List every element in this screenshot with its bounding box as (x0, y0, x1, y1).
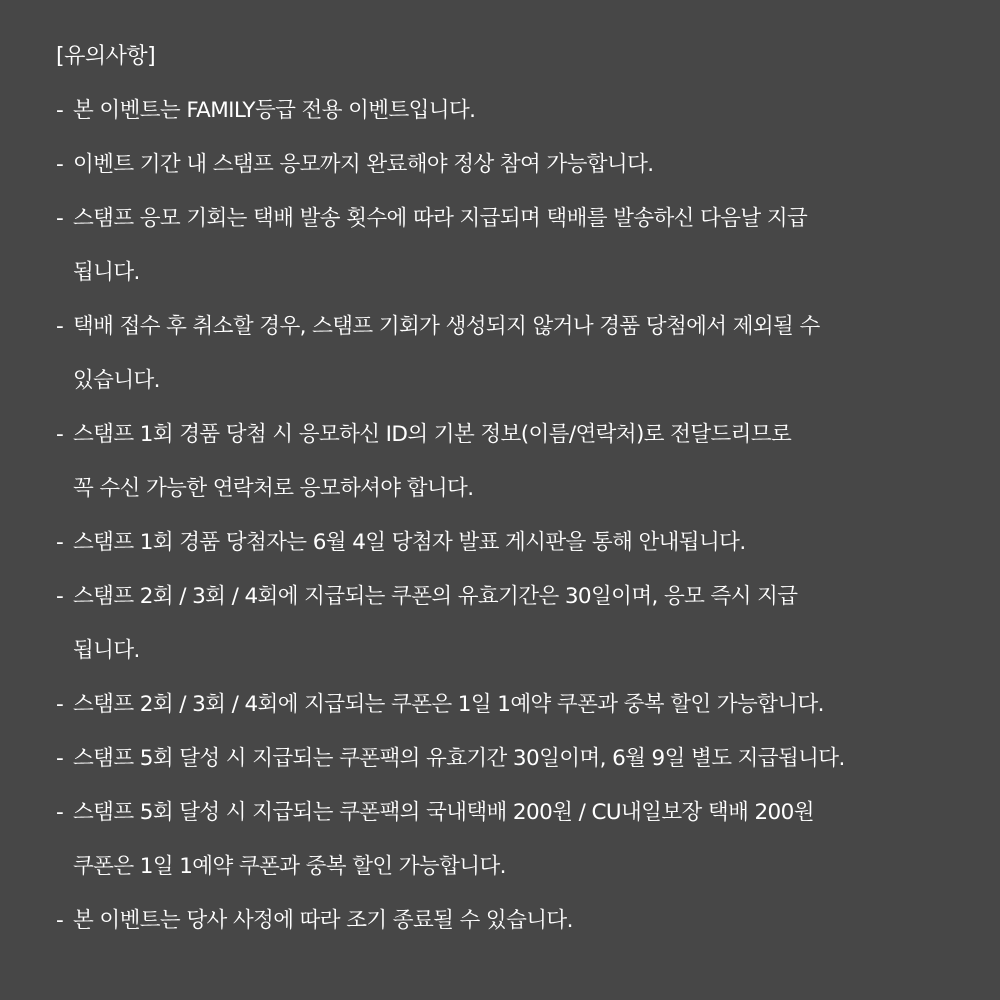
notice-line: 있습니다. (73, 368, 160, 393)
bullet-dash: - (56, 422, 64, 447)
notice-item (56, 192, 960, 300)
bullet-dash: - (56, 746, 64, 771)
notice-item (56, 678, 960, 732)
notice-item (56, 300, 960, 408)
bullet-dash: - (56, 692, 64, 717)
notice-line: 됩니다. (73, 638, 140, 663)
notice-item (56, 786, 960, 894)
notice-line: 쿠폰은 1일 1예약 쿠폰과 중복 할인 가능합니다. (73, 854, 506, 879)
bullet-dash: - (56, 908, 64, 933)
notice-item (56, 732, 960, 786)
notice-line: 본 이벤트는 당사 사정에 따라 조기 종료될 수 있습니다. (73, 908, 573, 933)
notice-line: 됩니다. (73, 260, 140, 285)
bullet-dash: - (56, 206, 64, 231)
notice-line: 스탬프 5회 달성 시 지급되는 쿠폰팩의 유효기간 30일이며, 6월 9일 별도 지급됩니다. (73, 746, 845, 771)
bullet-dash: - (56, 530, 64, 555)
bullet-dash: - (56, 584, 64, 609)
notice-item (56, 138, 960, 192)
notice-line: 스탬프 1회 경품 당첨자는 6월 4일 당첨자 발표 게시판을 통해 안내됩니다. (73, 530, 746, 555)
notice-item (56, 516, 960, 570)
notice-line: 스탬프 2회 / 3회 / 4회에 지급되는 쿠폰의 유효기간은 30일이며, 응모 즉시 지급 (73, 584, 798, 609)
notice-item (56, 570, 960, 678)
notice-item (56, 408, 960, 516)
notice-list (56, 84, 960, 948)
notice-line: 택배 접수 후 취소할 경우, 스탬프 기회가 생성되지 않거나 경품 당첨에서 제외될 수 (73, 314, 820, 339)
bullet-dash: - (56, 800, 64, 825)
bullet-dash: - (56, 314, 64, 339)
notice-line: 꼭 수신 가능한 연락처로 응모하셔야 합니다. (73, 476, 474, 501)
bullet-dash: - (56, 152, 64, 177)
notice-item (56, 894, 960, 948)
notice-line: 스탬프 2회 / 3회 / 4회에 지급되는 쿠폰은 1일 1예약 쿠폰과 중복 할인 가능합니다. (73, 692, 824, 717)
notice-title: [유의사항] (56, 44, 156, 69)
notice-line: 본 이벤트는 FAMILY등급 전용 이벤트입니다. (73, 98, 476, 123)
notice-line: 스탬프 5회 달성 시 지급되는 쿠폰팩의 국내택배 200원 / CU내일보장 택배 200원 (73, 800, 814, 825)
notice-line: 스탬프 응모 기회는 택배 발송 횟수에 따라 지급되며 택배를 발송하신 다음날 지급 (73, 206, 808, 231)
notice-item (56, 84, 960, 138)
notice-line: 스탬프 1회 경품 당첨 시 응모하신 ID의 기본 정보(이름/연락처)로 전달드리므로 (73, 422, 792, 447)
notice-line: 이벤트 기간 내 스탬프 응모까지 완료해야 정상 참여 가능합니다. (73, 152, 654, 177)
bullet-dash: - (56, 98, 64, 123)
